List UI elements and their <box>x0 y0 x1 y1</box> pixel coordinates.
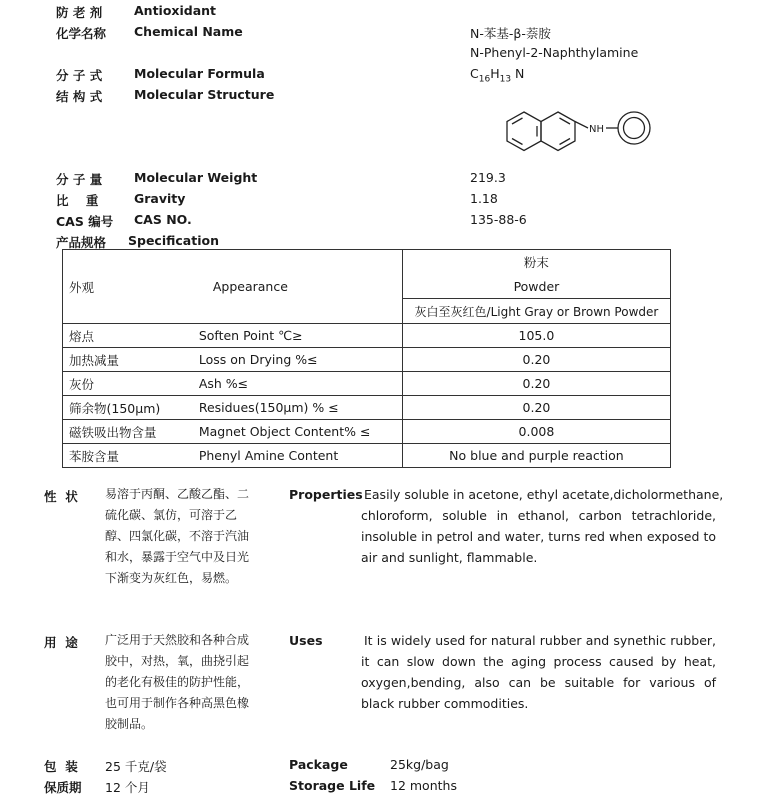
appearance-value-color: 灰白至灰红色/Light Gray or Brown Powder <box>402 299 670 324</box>
chemical-name-en-value: N-Phenyl-2-Naphthylamine <box>470 45 639 60</box>
label-cn-molecular-weight: 分 子 量 <box>56 172 103 187</box>
naphthalene-ring-right <box>541 112 575 151</box>
table-row <box>63 396 671 420</box>
package-label-cn: 包 装 <box>44 759 78 774</box>
benzene-ring <box>618 112 650 144</box>
label-en-antioxidant: Antioxidant <box>134 3 217 18</box>
table-row <box>63 444 671 468</box>
table-row <box>63 348 671 372</box>
appearance-value-cn: 粉末 <box>402 250 670 275</box>
spec-row-cn: 加热减量 <box>63 348 193 372</box>
spec-row-en: Residues(150μm) % ≤ <box>193 396 403 420</box>
storage-label-cn: 保质期 <box>44 780 82 795</box>
uses-text-en: It is widely used for natural rubber and synethic rubber, it can slow down the aging process caused by heat, oxygen,bending, also can be suitable for various of black rubber commodities. <box>361 633 716 711</box>
spec-row-cn: 灰份 <box>63 372 193 396</box>
spec-row-en: Soften Point ℃≥ <box>193 324 403 348</box>
spec-row-en: Loss on Drying %≤ <box>193 348 403 372</box>
properties-label-en: Properties <box>289 487 363 502</box>
label-en-cas-no: CAS NO. <box>134 212 192 227</box>
appearance-value-en: Powder <box>402 274 670 299</box>
spec-row-en: Phenyl Amine Content <box>193 444 403 468</box>
package-value-cn: 25 千克/袋 <box>105 759 167 774</box>
spec-row-value: No blue and purple reaction <box>402 444 670 468</box>
storage-value-cn: 12 个月 <box>105 780 150 795</box>
label-cn-cas-no: CAS 编号 <box>56 214 114 229</box>
label-en-gravity: Gravity <box>134 191 186 206</box>
cas-no-value: 135-88-6 <box>470 212 527 227</box>
spec-row-value: 0.20 <box>402 396 670 420</box>
package-value-en: 25kg/bag <box>390 757 449 772</box>
spec-row-en: Magnet Object Content% ≤ <box>193 420 403 444</box>
label-cn-molecular-structure: 结 构 式 <box>56 89 103 104</box>
label-en-chemical-name: Chemical Name <box>134 24 243 39</box>
uses-text-cn: 广泛用于天然胶和各种合成胶中，对热，氧，曲挠引起的老化有极佳的防护性能，也可用于制作各种高黑色橡胶制品。 <box>105 633 250 731</box>
spec-row-cn: 熔点 <box>63 324 193 348</box>
spec-row-value: 105.0 <box>402 324 670 348</box>
label-cn-antioxidant: 防 老 剂 <box>56 5 103 20</box>
molecular-structure-diagram <box>500 104 660 164</box>
spec-row-value: 0.008 <box>402 420 670 444</box>
table-row <box>63 420 671 444</box>
uses-label-cn: 用 途 <box>44 635 78 650</box>
molecular-weight-value: 219.3 <box>470 170 506 185</box>
label-en-molecular-structure: Molecular Structure <box>134 87 275 102</box>
label-en-molecular-weight: Molecular Weight <box>134 170 258 185</box>
uses-label-en: Uses <box>289 633 323 648</box>
spec-row-value: 0.20 <box>402 348 670 372</box>
appearance-en: Appearance <box>193 250 403 324</box>
chemical-name-cn-value: N-苯基-β-萘胺 <box>470 26 551 41</box>
spec-row-cn: 苯胺含量 <box>63 444 193 468</box>
label-cn-molecular-formula: 分 子 式 <box>56 68 103 83</box>
properties-text-cn: 易溶于丙酮、乙酸乙酯、二硫化碳、氯仿，可溶于乙醇、四氯化碳，不溶于汽油和水，暴露于空气中及日光下渐变为灰红色，易燃。 <box>105 487 250 585</box>
molecular-formula-value: $C_{16}H_{13}$ N <box>470 66 525 85</box>
specification-table <box>62 249 671 468</box>
spec-heading-cn: 产品规格 <box>56 235 107 250</box>
appearance-cn: 外观 <box>63 250 193 324</box>
spec-row-cn: 筛余物(150μm) <box>63 396 193 420</box>
package-label-en: Package <box>289 757 348 772</box>
storage-value-en: 12 months <box>390 778 457 793</box>
spec-row-cn: 磁铁吸出物含量 <box>63 420 193 444</box>
nh-label: NH <box>589 124 604 135</box>
label-cn-gravity: 比 重 <box>56 193 99 208</box>
spec-row-value: 0.20 <box>402 372 670 396</box>
table-row-appearance <box>63 250 671 275</box>
label-cn-chemical-name: 化学名称 <box>56 26 107 41</box>
table-row <box>63 324 671 348</box>
spec-heading-en: Specification <box>128 233 219 248</box>
properties-text-en: chloroform, soluble in ethanol, carbon tetrachloride, insoluble in petrol and water, turns red when exposed to air and sunlight, flammable. <box>361 508 716 565</box>
storage-label-en: Storage Life <box>289 778 376 793</box>
spec-row-en: Ash %≤ <box>193 372 403 396</box>
table-row <box>63 372 671 396</box>
label-en-molecular-formula: Molecular Formula <box>134 66 265 81</box>
properties-text-en-first-line: Easily soluble in acetone, ethyl acetate,dicholormethane, <box>364 487 724 502</box>
gravity-value: 1.18 <box>470 191 498 206</box>
naphthalene-ring-left <box>507 112 541 151</box>
properties-label-cn: 性 状 <box>44 489 78 504</box>
